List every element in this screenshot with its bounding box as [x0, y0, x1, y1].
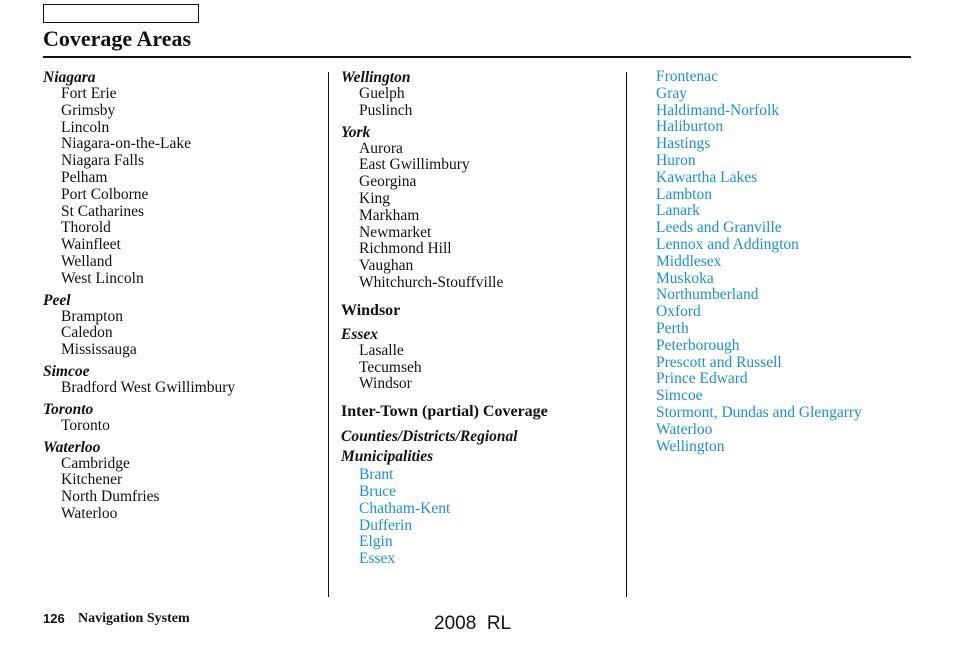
area-item: Lincoln	[61, 118, 110, 136]
area-item: Whitchurch-Stouffville	[359, 273, 504, 291]
page-title: Coverage Areas	[43, 26, 192, 51]
municipality-link[interactable]: Prince Edward	[656, 370, 748, 388]
column-divider-2	[626, 72, 627, 597]
area-item: Niagara Falls	[61, 152, 145, 170]
municipality-link-list	[656, 69, 916, 455]
municipality-link[interactable]: Dufferin	[359, 516, 413, 534]
area-list	[341, 141, 621, 292]
area-item: Tecumseh	[359, 358, 422, 376]
area-list	[341, 343, 621, 393]
region-heading: Niagara	[43, 69, 96, 86]
footer-model-label: 2008 RL	[434, 613, 512, 634]
area-item: East Gwillimbury	[359, 156, 470, 174]
municipality-link[interactable]: Haldimand-Norfolk	[656, 101, 780, 119]
area-list	[43, 418, 323, 435]
municipality-link[interactable]: Waterloo	[656, 420, 713, 438]
municipality-link[interactable]: Gray	[656, 84, 687, 102]
section-heading-intertown: Inter-Town (partial) Coverage	[341, 403, 548, 421]
subheading-line-2: Municipalities	[341, 448, 434, 466]
municipality-link[interactable]: Lambton	[656, 185, 712, 203]
area-item: Thorold	[61, 219, 111, 237]
area-item: Caledon	[61, 324, 113, 342]
region-group	[341, 326, 621, 393]
area-item: Windsor	[359, 375, 412, 393]
area-item: North Dumfries	[61, 488, 160, 506]
area-item: Puslinch	[359, 101, 413, 119]
municipality-link[interactable]: Haliburton	[656, 118, 724, 136]
region-group	[341, 124, 621, 292]
municipality-link[interactable]: Hastings	[656, 135, 711, 153]
municipality-link[interactable]: Prescott and Russell	[656, 353, 782, 371]
municipality-link[interactable]: Muskoka	[656, 269, 714, 287]
region-heading: Wellington	[341, 69, 411, 86]
area-item: Georgina	[359, 173, 417, 191]
column-3	[656, 69, 916, 455]
area-item: Waterloo	[61, 504, 118, 522]
area-item: King	[359, 189, 390, 207]
municipality-link[interactable]: Lanark	[656, 202, 700, 220]
region-heading: York	[341, 123, 371, 141]
municipality-link[interactable]: Kawartha Lakes	[656, 168, 758, 186]
area-item: Richmond Hill	[359, 240, 452, 258]
area-item: Aurora	[359, 139, 403, 157]
region-heading: Essex	[341, 325, 379, 343]
header-tab-box	[43, 4, 199, 23]
region-heading: Simcoe	[43, 362, 90, 380]
municipality-link[interactable]: Elgin	[359, 533, 393, 551]
area-item: Mississauga	[61, 341, 137, 359]
municipality-link[interactable]: Oxford	[656, 303, 701, 321]
municipality-link[interactable]: Stormont, Dundas and Glengarry	[656, 403, 862, 421]
column-2	[341, 69, 621, 568]
municipality-link[interactable]: Peterborough	[656, 336, 740, 354]
region-group	[43, 401, 323, 435]
area-item: Bradford West Gwillimbury	[61, 378, 236, 396]
area-item: Toronto	[61, 416, 110, 434]
area-list	[43, 380, 323, 397]
area-item: Lasalle	[359, 341, 404, 359]
municipality-link[interactable]: Huron	[656, 151, 696, 169]
area-item: Brampton	[61, 307, 123, 325]
region-group	[43, 69, 323, 288]
municipality-link[interactable]: Leeds and Granville	[656, 219, 782, 237]
region-heading: Toronto	[43, 400, 94, 418]
area-item: Guelph	[359, 85, 405, 102]
area-item: Grimsby	[61, 101, 116, 119]
area-list	[43, 86, 323, 288]
area-item: Wainfleet	[61, 236, 121, 254]
title-divider	[43, 56, 911, 58]
municipality-link[interactable]: Essex	[359, 550, 396, 568]
area-item: Kitchener	[61, 471, 123, 489]
municipality-link[interactable]: Lennox and Addington	[656, 235, 799, 253]
region-group	[341, 69, 621, 120]
area-item: Markham	[359, 206, 420, 224]
region-group	[43, 363, 323, 397]
area-item: West Lincoln	[61, 269, 144, 287]
page-number: 126	[43, 611, 65, 626]
column-divider-1	[328, 72, 329, 597]
municipality-link[interactable]: Wellington	[656, 437, 725, 455]
area-item: Newmarket	[359, 223, 432, 241]
area-item: Pelham	[61, 168, 108, 186]
column-1	[43, 69, 323, 523]
municipality-link[interactable]: Perth	[656, 319, 689, 337]
municipality-link[interactable]: Frontenac	[656, 68, 718, 85]
area-item: Vaughan	[359, 257, 414, 275]
municipality-link[interactable]: Middlesex	[656, 252, 722, 270]
municipality-link-list	[341, 467, 621, 568]
municipality-link[interactable]: Simcoe	[656, 387, 703, 405]
section-heading-windsor: Windsor	[341, 301, 401, 319]
subheading-line-1: Counties/Districts/Regional	[341, 428, 518, 446]
area-list	[43, 456, 323, 523]
municipality-link[interactable]: Northumberland	[656, 286, 759, 304]
area-item: Fort Erie	[61, 85, 117, 102]
area-list	[43, 309, 323, 359]
area-item: Niagara-on-the-Lake	[61, 135, 191, 153]
region-heading: Waterloo	[43, 438, 101, 456]
area-list	[341, 86, 621, 120]
area-item: St Catharines	[61, 202, 145, 220]
area-item: Port Colborne	[61, 185, 149, 203]
municipality-link[interactable]: Brant	[359, 466, 394, 484]
region-group	[43, 439, 323, 523]
region-heading: Peel	[43, 291, 71, 309]
municipality-link[interactable]: Bruce	[359, 482, 397, 500]
area-item: Welland	[61, 252, 113, 270]
region-group	[43, 292, 323, 359]
footer-section-label: Navigation System	[78, 611, 190, 626]
municipality-link[interactable]: Chatham-Kent	[359, 499, 451, 517]
area-item: Cambridge	[61, 454, 130, 472]
